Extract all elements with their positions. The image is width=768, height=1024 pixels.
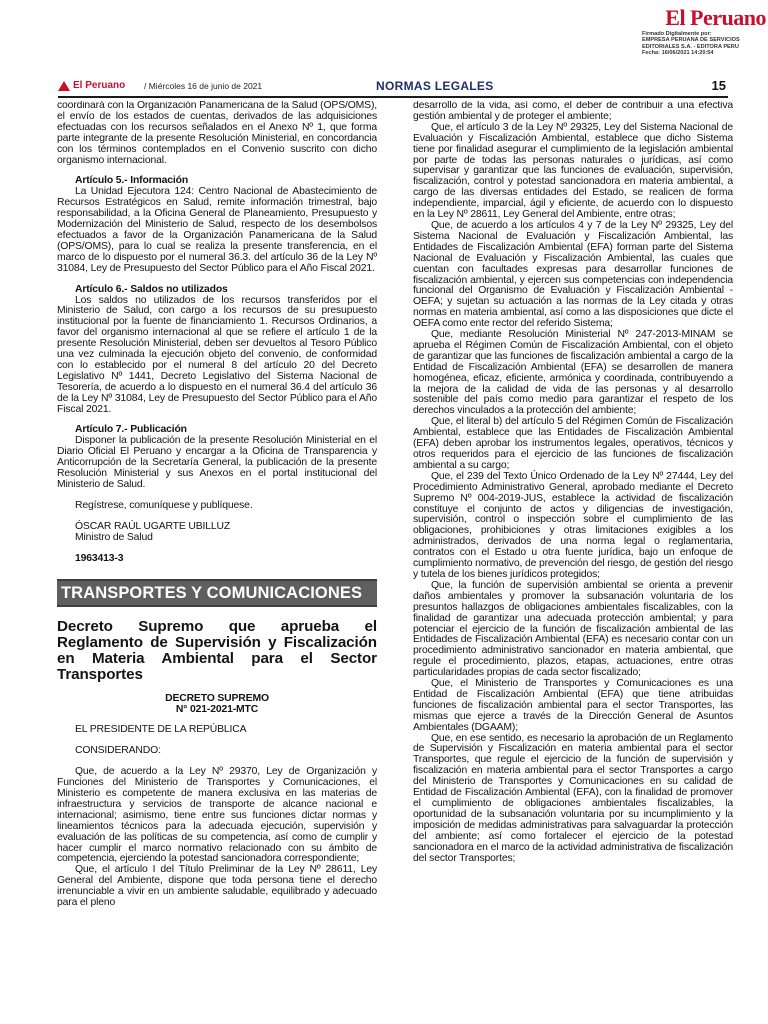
considerando-heading: CONSIDERANDO:	[75, 745, 161, 757]
signature-line: EMPRESA PERUANA DE SERVICIOS	[642, 37, 740, 44]
page-header	[58, 78, 728, 98]
decree-title: Decreto Supremo que aprueba el Reglamento de Supervisión y Fiscalización en Materia Ambiental para el Sector Transportes	[57, 617, 377, 684]
signature-line: Firmado Digitalmente por:	[642, 31, 712, 37]
article-heading	[57, 285, 377, 296]
header-paper-name: El Peruano	[73, 80, 126, 91]
peruano-mark-icon	[58, 81, 70, 91]
signer-title: Ministro de Salud	[75, 531, 153, 543]
digital-signature-block	[642, 31, 766, 57]
paragraph: Que, de acuerdo a los artículos 4 y 7 de la Ley Nº 29325, Ley del Sistema Nacional de Evaluación y Fiscalización Ambiental, las Entidades de Fiscalización Ambiental (EFA) forman parte del Sistema Nacional de Evaluación y Fiscalización Ambiental, las cuales que cuentan con facultades expresas para desarrollar funciones de fiscalización ambiental, y ejercen sus competencias con independencia funcional del Organismo de Evaluación y Fiscalización Ambiental - OEFA; y sujetan su actuación a las normas de la Ley citada y otras normas en materia ambiental, así como a las disposiciones que dicte el OEFA como ente rector del referido Sistema;	[413, 219, 733, 330]
paragraph: Que, de acuerdo a la Ley Nº 29370, Ley de Organización y Funciones del Ministerio de Transportes y Comunicaciones, el Ministerio es competente de manera exclusiva en las materias de infraestructura y servicios de transporte de alcance nacional e internacional; asimismo, tiene entre sus funciones dictar normas y lineamientos técnicos para la adecuada ejecución, supervisión y evaluación de las políticas de su competencia, así como de cumplir y hacer cumplir el marco normativo relacionado con su ámbito de competencia, ejerciendo la potestad sancionadora correspondiente;	[57, 766, 377, 865]
paragraph: Que, el 239 del Texto Único Ordenado de la Ley Nº 27444, Ley del Procedimiento Administrativo General, aprobado mediante el Decreto Supremo Nº 004-2019-JUS, establece la actividad de fiscalización constituye el conjunto de actos y diligencias de investigación, supervisión, control o inspección sobre el cumplimiento de las obligaciones, prohibiciones y otras limitaciones exigibles a los administrados, derivados de una norma legal o reglamentaria, contratos con el Estado u otra fuente jurídica, bajo un enfoque de cumplimiento normativo, de prevención del riesgo, de gestión del riesgo y tutela de los bienes jurídicos protegidos;	[413, 470, 733, 580]
article-title: Artículo 7.- Publicación	[75, 424, 187, 436]
paragraph: Que, el literal b) del artículo 5 del Régimen Común de Fiscalización Ambiental, establece que las Entidades de Fiscalización Ambiental (EFA) deben aprobar los instrumentos legales, operativos, técnicos y otros requeridos para el ejercicio de las funciones de fiscalización ambiental a su cargo;	[413, 416, 733, 471]
signer-name: ÓSCAR RAÚL UGARTE UBILLUZ	[75, 520, 231, 532]
paragraph: La Unidad Ejecutora 124: Centro Nacional de Abastecimiento de Recursos Estratégicos en Salud, remite información trimestral, bajo responsabilidad, a la Oficina General de Planeamiento, Presupuesto y Modernización del Ministerio de Salud, respecto de los desembolsos efectuados a favor de la Organización Panamericana de la Salud (OPS/OMS), para lo cual se realiza la presente transferencia, en el marco de lo dispuesto por el numeral 36.3. del artículo 36 de la Ley Nº 31084, Ley de Presupuesto del Sector Público para el Año Fiscal 2021.	[57, 186, 377, 274]
decree-label: DECRETO SUPREMO	[165, 693, 269, 705]
paragraph: Que, mediante Resolución Ministerial Nº 247-2013-MINAM se aprueba el Régimen Común de Fiscalización Ambiental, con el objeto de garantizar que las funciones de fiscalización ambiental a cargo de la Entidad de Fiscalización Ambiental (EFA) se desarrollen de manera homogénea, eficaz, eficiente, armónica y coordinada, contribuyendo a la mejora de la calidad de vida de las personas y al desarrollo sostenible del país como medio para garantizar el respeto de los derechos vinculados a la protección del ambiente;	[413, 329, 733, 417]
section-band: TRANSPORTES Y COMUNICACIONES	[57, 579, 377, 607]
article-title: Artículo 6.- Saldos no utilizados	[75, 283, 228, 295]
president-heading: EL PRESIDENTE DE LA REPÚBLICA	[75, 724, 247, 736]
right-column	[413, 101, 733, 1019]
signature-line: EDITORIALES S.A. - EDITORA PERU	[642, 43, 739, 50]
paragraph: desarrollo de la vida, así como, el deber de contribuir a una efectiva gestión ambiental y de proteger el ambiente;	[413, 101, 733, 122]
paragraph: Que, la función de supervisión ambiental se orienta a prevenir daños ambientales y promover la subsanación voluntaria de los presuntos hallazgos de obligaciones ambientales fiscalizables, con la finalidad de garantizar una adecuada protección ambiental; y para potenciar el ejercicio de la función de fiscalización ambiental de las Entidades de Fiscalización Ambiental (EFA) es necesario contar con un procedimiento administrativo sancionador en materia ambiental, que regule el procedimiento, plazos, etapas, actuaciones, entre otras particularidades propias de cada sector fiscalizado;	[413, 579, 733, 679]
decree-number: N° 021-2021-MTC	[175, 704, 259, 716]
publication-reference: 1963413-3	[75, 552, 124, 564]
paragraph: Disponer la publicación de la presente Resolución Ministerial en el Diario Oficial El Peruano y encargar a la Oficina de Transparencia y Anticorrupción de la Secretaría General, la publicación de la presente Resolución Ministerial y sus Anexos en el portal institucional del Ministerio de Salud.	[57, 435, 377, 490]
paragraph: Que, el artículo I del Título Preliminar de la Ley Nº 28611, Ley General del Ambiente, dispone que toda persona tiene el derecho irrenunciable a vivir en un ambiente saludable, equilibrado y adecuado para el pleno	[57, 864, 377, 909]
left-column	[57, 101, 377, 1019]
paragraph: Que, el Ministerio de Transportes y Comunicaciones es una Entidad de Fiscalización Ambiental (EFA) que tiene atribuidas funciones de fiscalización ambiental para el sector Transportes, las mismas que ejerce a través de la Dirección General de Asuntos Ambientales (DGAAM);	[413, 678, 733, 733]
paragraph: Los saldos no utilizados de los recursos transferidos por el Ministerio de Salud, con cargo a los recursos de su presupuesto institucional por la fuente de financiamiento 1. Recursos Ordinarios, a favor del organismo internacional al que se refiere el artículo 1 de la presente Resolución Ministerial, deben ser devueltos al Tesoro Público una vez culminada la ejecución objeto del convenio, de conformidad con lo establecido por el numeral 8 del artículo 20 del Decreto Legislativo Nº 1441, Decreto Legislativo del Sistema Nacional de Tesorería, de acuerdo a lo dispuesto en el numeral 36.4 del artículo 36 de la Ley Nº 31084, Ley de Presupuesto del Sector Público para el Año Fiscal 2021.	[57, 294, 377, 415]
el-peruano-logo: El Peruano	[665, 5, 766, 30]
paragraph: coordinará con la Organización Panamericana de la Salud (OPS/OMS), el envío de los estados de cuentas, derivados de las adquisiciones efectuadas con los recursos señalados en el Anexo Nº 1, que forma parte integrante de la presente Resolución Ministerial, en concordancia con los términos contemplados en el Convenio suscrito con dicho organismo internacional.	[57, 101, 377, 166]
paragraph: Que, en ese sentido, es necesario la aprobación de un Reglamento de Supervisión y Fiscalización en materia ambiental para el sector Transportes, que regule el ejercicio de la función de supervisión y fiscalización en materia ambiental para el sector Transportes a cargo del Ministerio de Transportes y Comunicaciones en su calidad de Entidad de Fiscalización Ambiental (EFA), con la finalidad de promover el cumplimiento de obligaciones ambientales fiscalizables, la oportunidad de la subsanación voluntaria por su incumplimiento y la imposición de medidas administrativas para salvaguardar la protección del ambiente; así como fortalecer el ejercicio de la potestad sancionadora en el marco de la actividad administrativa de fiscalización del sector Transportes;	[413, 732, 733, 864]
signature-line: Fecha: 16/06/2021 14:20:54	[642, 50, 714, 57]
paragraph: Que, el artículo 3 de la Ley Nº 29325, Ley del Sistema Nacional de Evaluación y Fiscalización Ambiental, establece que dicho Sistema tiene por finalidad asegurar el cumplimiento de la legislación ambiental por parte de todas las personas naturales o jurídicas, así como supervisar y garantizar que las funciones de evaluación, supervisión, fiscalización, control y potestad sancionadora en materia ambiental, a cargo de las diversas entidades del Estado, se realicen de forma independiente, imparcial, ágil y eficiente, de acuerdo con lo dispuesto en la Ley Nº 28611, Ley General del Ambiente, entre otras;	[413, 121, 733, 221]
page-number: 15	[711, 78, 726, 93]
closing-formula: Regístrese, comuníquese y publíquese.	[75, 499, 253, 511]
header-date: / Miércoles 16 de junio de 2021	[144, 81, 263, 91]
article-title: Artículo 5.- Información	[75, 175, 189, 187]
header-section-title: NORMAS LEGALES	[376, 79, 494, 93]
